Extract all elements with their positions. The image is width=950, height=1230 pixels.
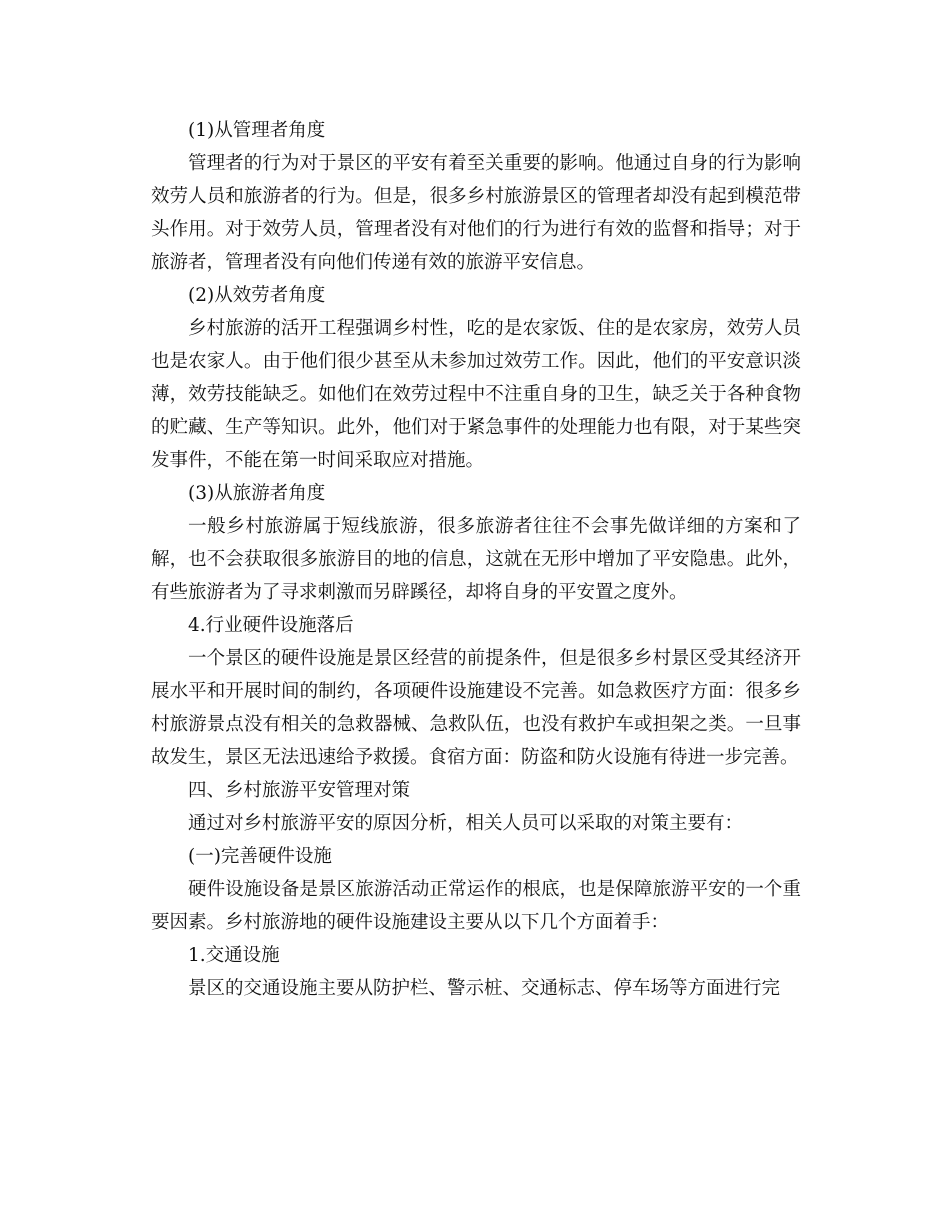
paragraph-countermeasures-intro: 通过对乡村旅游平安的原因分析，相关人员可以采取的对策主要有： bbox=[188, 813, 744, 834]
section-heading-staff: (2)从效劳者角度 bbox=[188, 285, 326, 306]
section-heading-manager: (1)从管理者角度 bbox=[188, 120, 326, 141]
section-heading-traffic: 1.交通设施 bbox=[188, 945, 280, 966]
paragraph-traffic: 景区的交通设施主要从防护栏、警示桩、交通标志、停车场等方面进行完 bbox=[188, 978, 781, 999]
section-heading-tourist: (3)从旅游者角度 bbox=[188, 483, 326, 504]
chapter-heading-countermeasures: 四、乡村旅游平安管理对策 bbox=[188, 780, 411, 801]
document-body bbox=[151, 114, 801, 1005]
paragraph-manager: 管理者的行为对于景区的平安有着至关重要的影响。他通过自身的行为影响效劳人员和旅游者的行为。但是，很多乡村旅游景区的管理者却没有起到模范带头作用。对于效劳人员，管理者没有对他们的行为进行有效的监督和指导；对于旅游者，管理者没有向他们传递有效的旅游平安信息。 bbox=[151, 153, 801, 273]
section-heading-hardware: 4.行业硬件设施落后 bbox=[188, 615, 354, 636]
paragraph-tourist: 一般乡村旅游属于短线旅游，很多旅游者往往不会事先做详细的方案和了解，也不会获取很多旅游目的地的信息，这就在无形中增加了平安隐患。此外，有些旅游者为了寻求刺激而另辟蹊径，却将自身的平安置之度外。 bbox=[151, 516, 801, 603]
paragraph-hardware: 一个景区的硬件设施是景区经营的前提条件，但是很多乡村景区受其经济开展水平和开展时间的制约，各项硬件设施建设不完善。如急救医疗方面：很多乡村旅游景点没有相关的急救器械、急救队伍，也没有救护车或担架之类。一旦事故发生，景区无法迅速给予救援。食宿方面：防盗和防火设施有待进一步完善。 bbox=[151, 648, 801, 768]
paragraph-improve-hardware: 硬件设施设备是景区旅游活动正常运作的根底，也是保障旅游平安的一个重要因素。乡村旅游地的硬件设施建设主要从以下几个方面着手： bbox=[151, 879, 801, 933]
section-heading-improve-hardware: (一)完善硬件设施 bbox=[188, 846, 332, 867]
paragraph-staff: 乡村旅游的活开工程强调乡村性，吃的是农家饭、住的是农家房，效劳人员也是农家人。由于他们很少甚至从未参加过效劳工作。因此，他们的平安意识淡薄，效劳技能缺乏。如他们在效劳过程中不注重自身的卫生，缺乏关于各种食物的贮藏、生产等知识。此外，他们对于紧急事件的处理能力也有限，对于某些突发事件，不能在第一时间采取应对措施。 bbox=[151, 318, 801, 471]
